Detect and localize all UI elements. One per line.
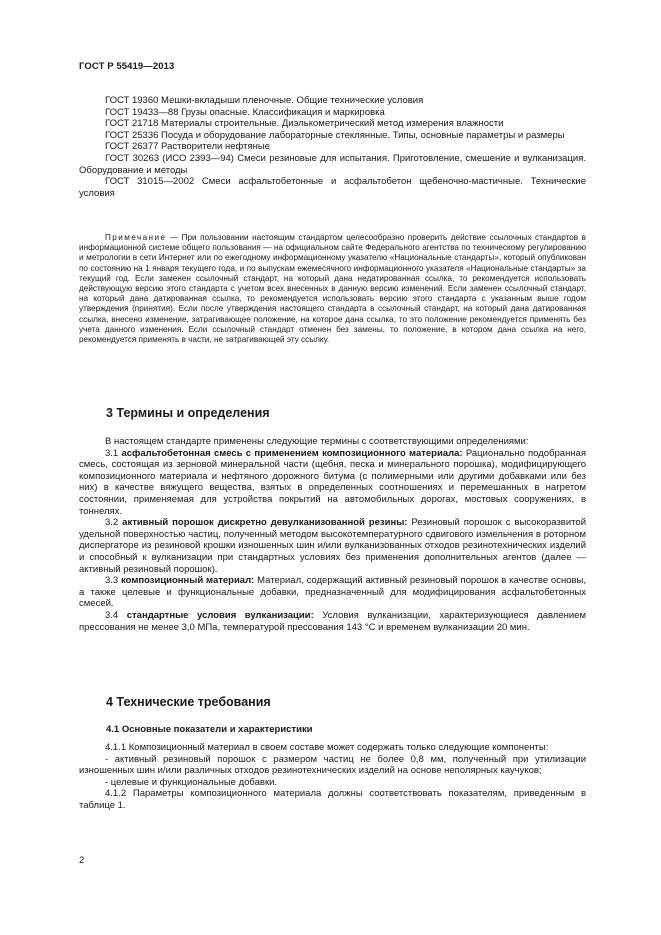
term-definition: 3.3 композиционный материал: Материал, содержащий активный резиновый порошок в качестве основы, а также целевые и функциональные добавки, предназначенный для модифицирования асфальтобетонных смесей.: [79, 575, 586, 610]
term-name: асфальтобетонная смесь с применением композиционного материала:: [121, 447, 463, 459]
term-definition: 3.2 активный порошок дискретно девулканизованной резины: Резиновый порошок с высокоразвитой удельной поверхностью частиц, полученный методом высокотемпературного сдвигового измельчения в роторном диспергаторе из резиновой крошки изношенных шин и/или вулканизованных отходов резинотехнических изделий и способный к вулканизации при стандартных условиях без применения дополнительных агентов (далее — активный резиновый порошок).: [79, 517, 586, 575]
section-4-body: [79, 742, 586, 812]
reference-item: ГОСТ 31015—2002 Смеси асфальтобетонные и асфальтобетон щебеночно-мастичные. Технические условия: [79, 176, 586, 199]
reference-item: ГОСТ 25336 Посуда и оборудование лабораторные стеклянные. Типы, основные параметры и размеры: [105, 129, 565, 141]
paragraph: 4.1.2 Параметры композиционного материала должны соответствовать показателям, приведенным в таблице 1.: [79, 788, 586, 811]
reference-item: ГОСТ 26377 Растворители нефтяные: [105, 141, 270, 153]
section-3-title: 3 Термины и определения: [106, 406, 270, 420]
reference-note: [79, 233, 586, 345]
note-label: Примечание: [105, 233, 167, 242]
list-item: - активный резиновый порошок с размером частиц не более 0,8 мм, полученный при утилизации изношенных шин и/или различных отходов резинотехнических изделий на основе неполярных каучуков;: [79, 753, 586, 777]
list-item: - целевые и функциональные добавки.: [105, 776, 278, 788]
page-number: 2: [79, 855, 85, 866]
reference-item: ГОСТ 19433—88 Грузы опасные. Классификация и маркировка: [105, 106, 385, 118]
term-name: композиционный материал:: [121, 575, 255, 587]
reference-item: ГОСТ 19360 Мешки-вкладыши пленочные. Общие технические условия: [105, 95, 424, 106]
normative-references-list: [79, 95, 586, 199]
section-4-1-title: 4.1 Основные показатели и характеристики: [106, 724, 313, 735]
term-definition: 3.4 стандартные условия вулканизации: Условия вулканизации, характеризующиеся давлением прессования не менее 3,0 МПа, температурой прессования 143 °С и временем вулканизации 20 мин.: [79, 609, 586, 633]
note-text: — При пользовании настоящим стандартом целесообразно проверить действие ссылочных стандартов в информационной системе общего пользования — на официальном сайте Федерального агентства по техническому регулированию и метрологии в сети Интернет или по ежегодному информационному указателю «Национальные стандарты», который опубликован по состоянию на 1 января текущего года, и по выпускам ежемесячного информационного указателя «Национальные стандарты» за текущий год. Если заменен ссылочный стандарт, на который дана недатированная ссылка, то рекомендуется использовать действующую версию этого стандарта с учетом всех внесенных в данную версию изменений. Если заменен ссылочный стандарт, на который дана датированная ссылка, то рекомендуется использовать версию этого стандарта с указанным выше годом утверждения (принятия). Если после утверждения настоящего стандарта в ссылочный стандарт, на который дана датированная ссылка, внесено изменение, затрагивающее положение, на которое дана ссылка, то это положение рекомендуется применять без учета данного изменения. Если ссылочный стандарт отменен без замены, то положение, в котором дана ссылка на него, рекомендуется применять в части, не затрагивающей эту ссылку.: [79, 233, 586, 345]
section-3-body: [79, 436, 586, 633]
paragraph: 4.1.1 Композиционный материал в своем составе может содержать только следующие компоненты:: [105, 742, 549, 753]
term-name: стандартные условия вулканизации:: [126, 609, 314, 621]
reference-item: ГОСТ 21718 Материалы строительные. Диэлькометрический метод измерения влажности: [105, 118, 504, 130]
section-4-title: 4 Технические требования: [106, 695, 271, 709]
term-name: активный порошок дискретно девулканизованной резины:: [122, 517, 408, 529]
reference-item: ГОСТ 30263 (ИСО 2393—94) Смеси резиновые для испытания. Приготовление, смешение и вулканизация. Оборудование и методы: [79, 152, 586, 176]
section-3-intro: В настоящем стандарте применены следующие термины с соответствующими определениями:: [105, 436, 529, 447]
document-header: ГОСТ Р 55419—2013: [79, 61, 175, 72]
term-definition: 3.1 асфальтобетонная смесь с применением композиционного материала: Рационально подобранная смесь, состоящая из зерновой минеральной части (щебня, песка и минерального порошка), модифицирующего композиционного материала и нефтяного дорожного битума (с полимерными или другими добавками или без них) в качестве вяжущего вещества, взятых в определенных соотношениях и перемешанных в нагретом состоянии, применяемая для устройства покрытий на автомобильных дорогах, мостовых сооружениях, в тоннелях.: [79, 447, 586, 517]
